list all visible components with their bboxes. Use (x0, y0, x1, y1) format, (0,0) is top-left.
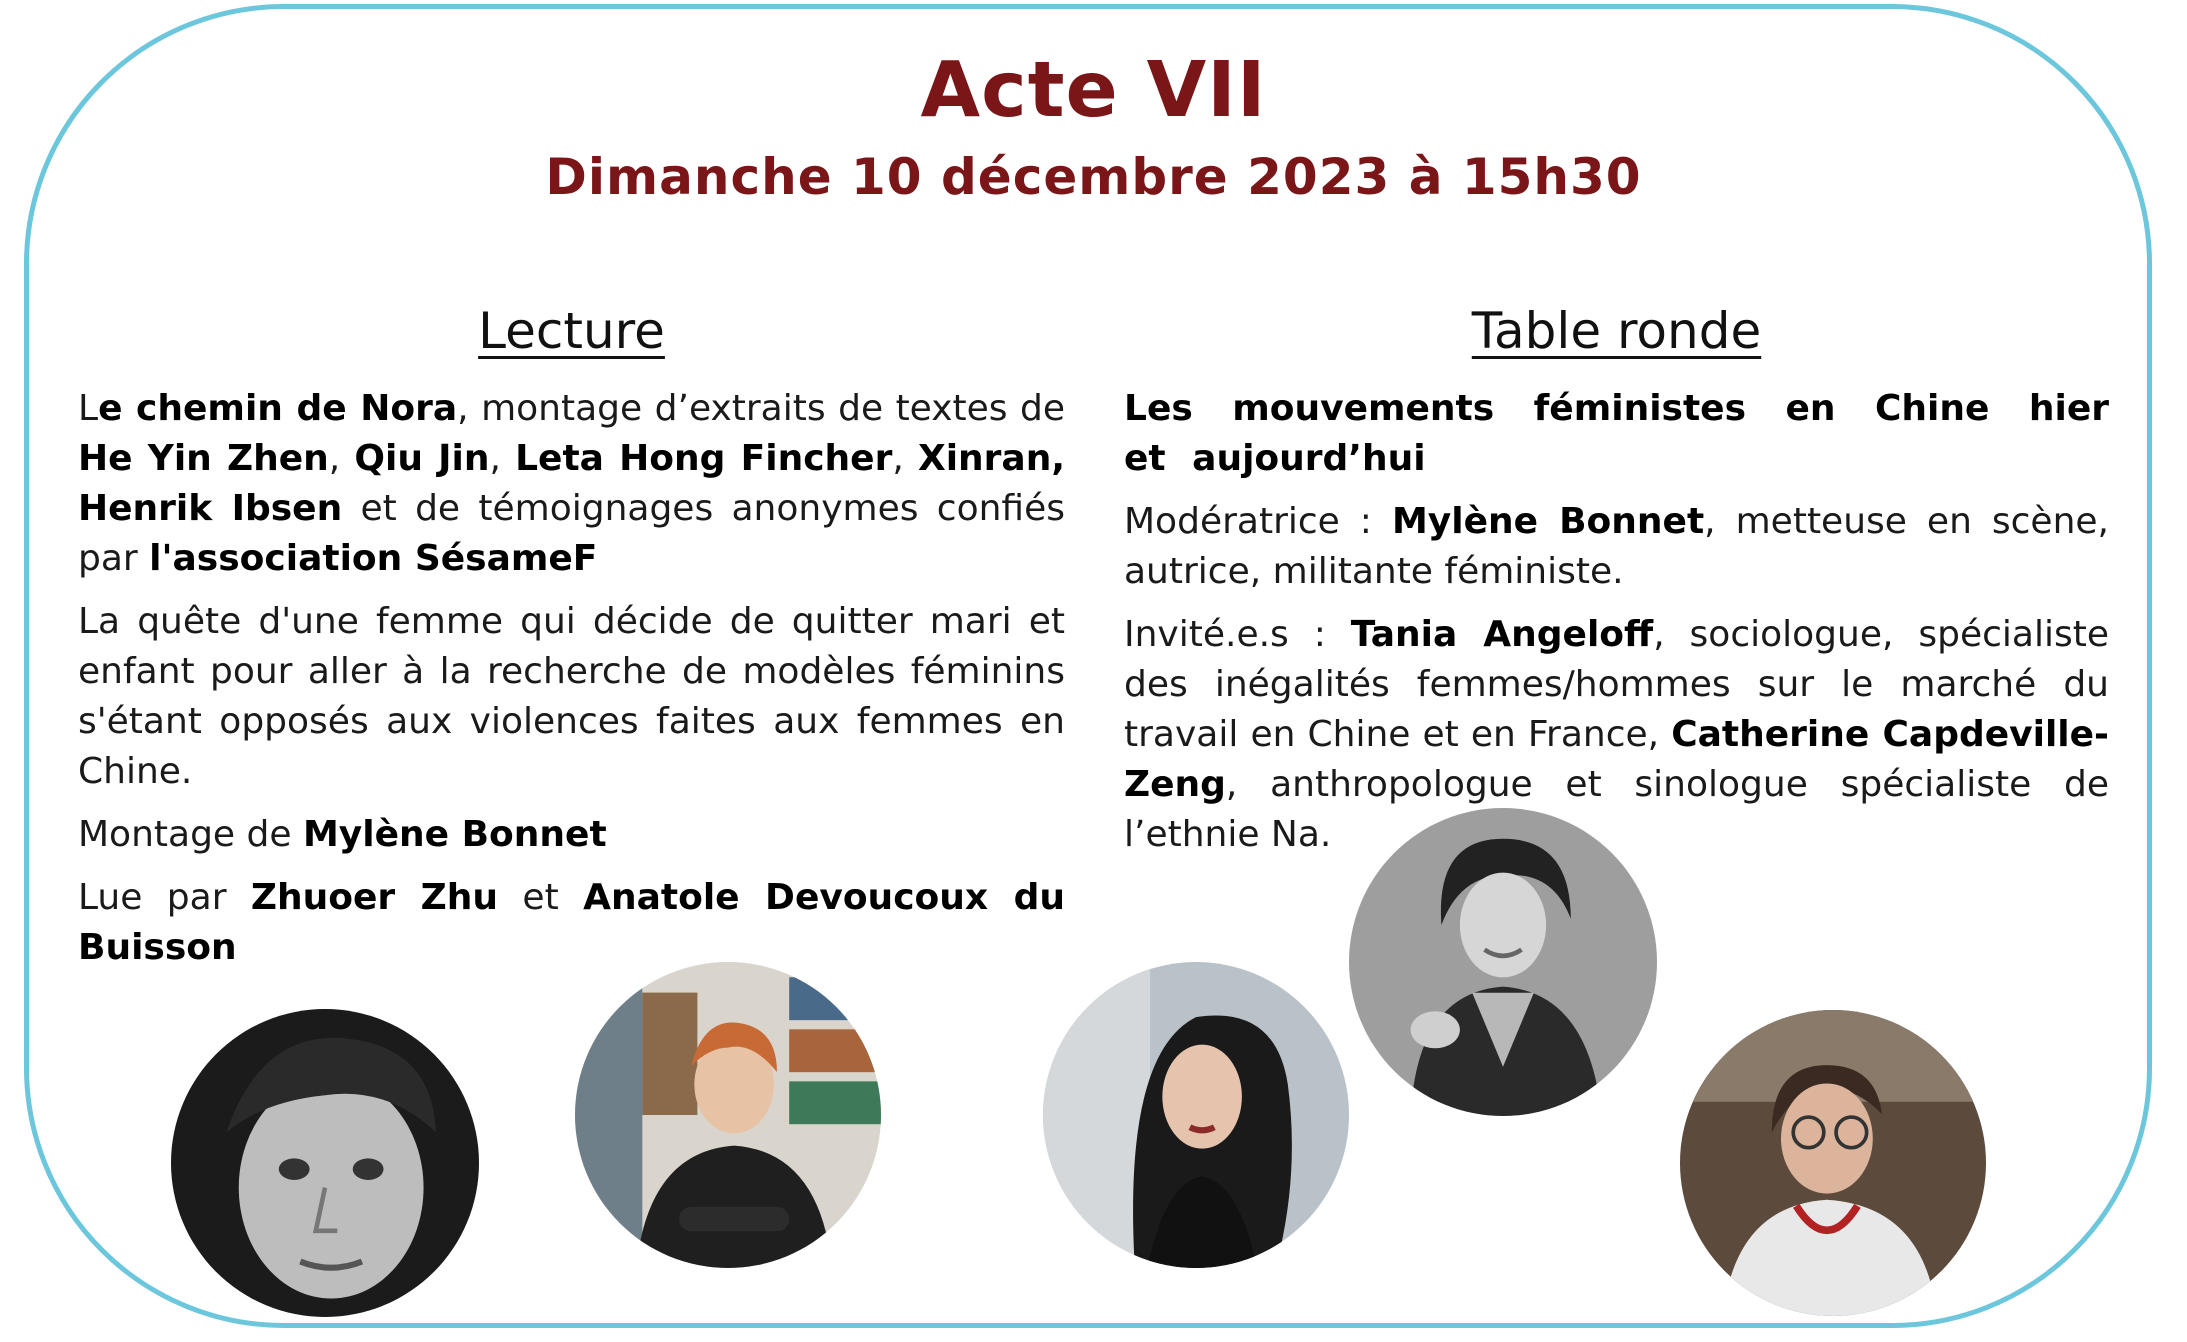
text-segment: , anthropologue et sinologue spécialiste de l’ethnie Na. (1124, 764, 2109, 855)
text-segment: , montage d’extraits de textes de (457, 388, 1065, 429)
lecture-summary: La quête d'une femme qui décide de quitter mari et enfant pour aller à la recherche de modèles féminins s'étant opposés aux violences faites aux femmes en Chine. (78, 601, 1065, 792)
lecture-description (78, 384, 1065, 584)
table-ronde-moderator (1124, 497, 2109, 597)
text-segment: Invité.e.s : (1124, 614, 1351, 655)
portrait-photo (1680, 1010, 1986, 1316)
text-segment: L (78, 388, 99, 429)
text-segment: , (328, 438, 355, 479)
work-title: e chemin de Nora (98, 388, 458, 429)
portrait-photo (1349, 808, 1657, 1116)
text-segment: , metteuse en scène, autrice, militante féministe. (1124, 501, 2109, 592)
text-segment: Montage de (78, 814, 303, 855)
author-name: Henrik Ibsen (78, 488, 343, 529)
person-name: Mylène Bonnet (1391, 501, 1705, 542)
table-ronde-column (1124, 298, 2109, 873)
portrait-photo (575, 962, 881, 1268)
text-segment: et de témoignages anonymes confiés par (78, 488, 1065, 579)
author-name: He Yin Zhen (78, 438, 329, 479)
lecture-column (78, 298, 1065, 986)
person-name: Tania Angeloff (1350, 614, 1654, 655)
person-name: Catherine Capdeville-Zeng (1124, 714, 2109, 805)
lecture-montage (78, 810, 1065, 860)
author-name: Qiu Jin (354, 438, 490, 479)
author-name: Xinran, (917, 438, 1066, 479)
person-name: Mylène Bonnet (302, 814, 607, 855)
page-title: Acte VII (920, 46, 1267, 135)
text-segment: , (489, 438, 516, 479)
text-segment: Modératrice : (1124, 501, 1392, 542)
lecture-readers (78, 873, 1065, 973)
table-ronde-topic: Les mouvements féministes en Chine hier et aujourd’hui (1124, 388, 2109, 479)
portrait-photo (1043, 962, 1349, 1268)
text-segment: , (892, 438, 918, 479)
portrait-photo (171, 1009, 479, 1317)
lecture-heading: Lecture (478, 302, 665, 360)
table-ronde-guests (1124, 610, 2109, 860)
association-name: l'association SésameF (149, 538, 598, 579)
person-name: Zhuoer Zhu (250, 877, 499, 918)
text-segment: Lue par (78, 877, 251, 918)
table-ronde-heading: Table ronde (1471, 302, 1762, 360)
text-segment: , sociologue, spécialiste des inégalités femmes/hommes sur le marché du travail en Chine et en France, (1124, 614, 2110, 755)
person-name: Anatole Devoucoux du Buisson (78, 877, 1065, 968)
event-date: Dimanche 10 décembre 2023 à 15h30 (545, 148, 1642, 206)
author-name: Leta Hong Fincher (515, 438, 893, 479)
text-segment: et (498, 877, 584, 918)
